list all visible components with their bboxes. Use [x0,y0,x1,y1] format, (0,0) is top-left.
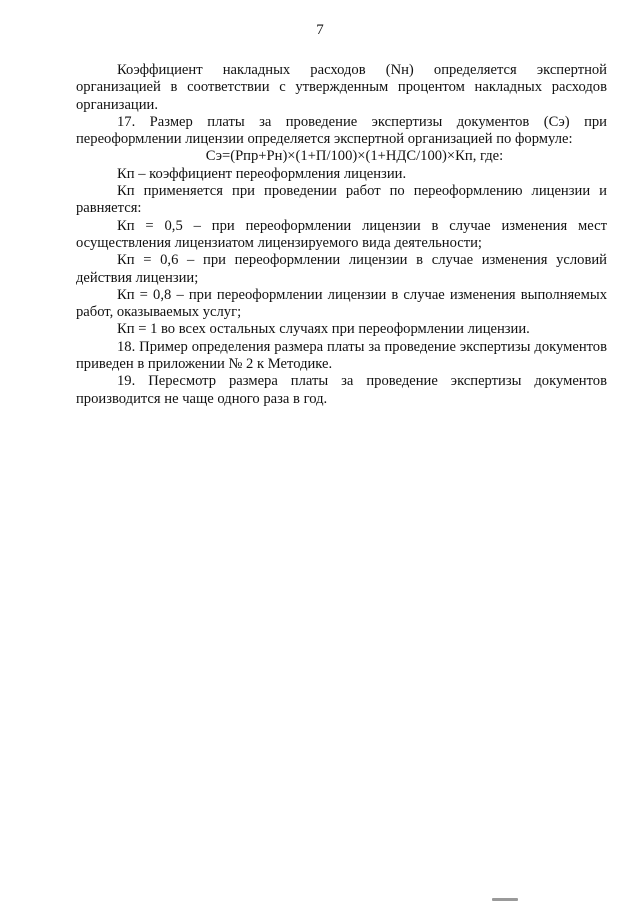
paragraph-kp-0-6: Кп = 0,6 – при переоформлении лицензии в случае изменения условий действия лицензии; [76,252,607,286]
paragraph-overhead-coefficient: Коэффициент накладных расходов (Nн) определяется экспертной организацией в соответствии с утвержденным процентом накладных расходов организации. [76,62,607,113]
paragraph-18-example: 18. Пример определения размера платы за проведение экспертизы документов приведен в приложении № 2 к Методике. [76,338,607,373]
paragraph-17-fee-size: 17. Размер платы за проведение экспертизы документов (Сэ) при переоформлении лицензии определяется экспертной организацией по формуле: [76,113,607,148]
paragraph-kp-0-8: Кп = 0,8 – при переоформлении лицензии в случае изменения выполняемых работ, оказываемых услуг; [76,286,607,321]
page-number: 7 [316,22,324,38]
paragraph-kp-1: Кп = 1 во всех остальных случаях при переоформлении лицензии. [117,321,530,338]
document-body [76,62,607,408]
paragraph-19-revision: 19. Пересмотр размера платы за проведение экспертизы документов производится не чаще одного раза в год. [76,373,607,407]
fee-formula: Сэ=(Рпр+Рн)×(1+П/100)×(1+НДС/100)×Кп, где: [205,148,504,165]
scan-artifact [492,898,518,901]
paragraph-kp-application: Кп применяется при проведении работ по переоформлению лицензии и равняется: [76,183,607,217]
paragraph-kp-0-5: Кп = 0,5 – при переоформлении лицензии в случае изменения мест осуществления лицензиатом лицензируемого вида деятельности; [76,217,607,251]
paragraph-kp-definition: Кп – коэффициент переоформления лицензии. [117,165,407,182]
